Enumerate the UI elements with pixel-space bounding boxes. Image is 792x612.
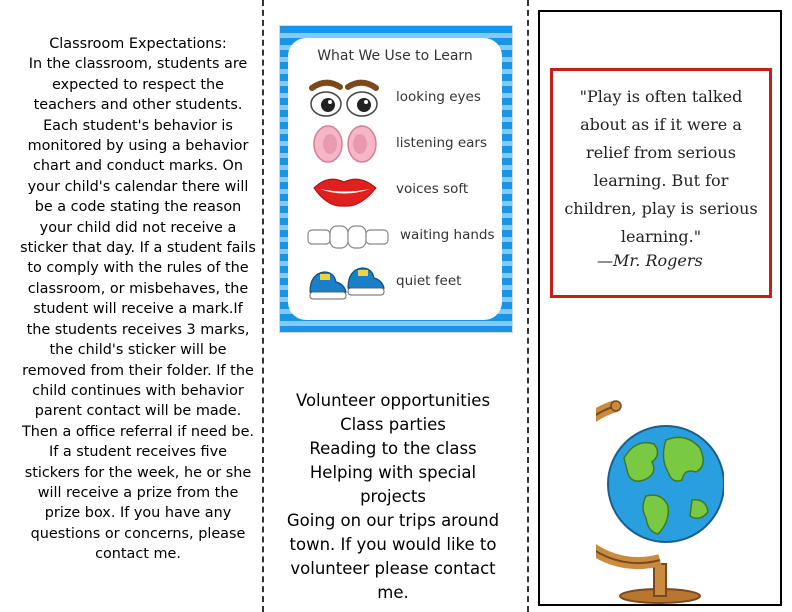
learning-poster — [280, 26, 512, 332]
volunteer-heading: Volunteer opportunities — [295, 391, 491, 410]
eyes-icon — [306, 78, 386, 118]
volunteer-item: Reading to the class — [309, 439, 477, 458]
globe-icon — [596, 388, 724, 604]
volunteer-contact: Going on our trips around town. If you would like to volunteer please contact me. — [286, 511, 500, 602]
poster-row-eyes — [288, 78, 502, 118]
classroom-expectations — [20, 34, 256, 565]
quote-box — [550, 68, 772, 298]
poster-row-hands — [288, 216, 502, 256]
right-panel — [538, 10, 782, 606]
poster-item-label: looking eyes — [396, 89, 481, 105]
poster-item-label: waiting hands — [400, 227, 495, 243]
poster-title: What We Use to Learn — [317, 48, 473, 64]
volunteer-item: Helping with special projects — [309, 463, 477, 506]
poster-row-lips — [288, 170, 502, 210]
poster-item-label: voices soft — [396, 181, 469, 197]
volunteer-section — [282, 389, 504, 605]
poster-item-label: quiet feet — [396, 273, 462, 289]
expectations-title: Classroom Expectations: — [49, 36, 227, 52]
quote-text: "Play is often talked about as if it were a relief from serious learning. But for children, play is serious learning." — [564, 87, 758, 246]
fold-line-right — [527, 0, 529, 612]
lips-icon — [306, 170, 386, 210]
quote-author: —Mr. Rogers — [597, 251, 703, 270]
poster-row-ears — [288, 124, 502, 164]
poster-card — [288, 38, 502, 320]
hands-icon — [306, 216, 392, 256]
poster-item-label: listening ears — [396, 135, 488, 151]
volunteer-item: Class parties — [340, 415, 446, 434]
poster-row-shoes — [288, 262, 502, 302]
ears-icon — [306, 124, 386, 164]
fold-line-left — [262, 0, 264, 612]
shoes-icon — [306, 262, 390, 306]
expectations-body: In the classroom, students are expected to respect the teachers and other students. Each student's behavior is monitored by using a behavior chart and conduct marks. On your child's calendar there will be a code stating the reason your child did not receive a sticker that day. If a student fails to comply with the rules of the classroom, or misbehaves, the student will receive a mark.If the students receives 3 marks, the child's sticker will be removed from their folder. If the child continues with behavior parent contact will be made. Then a office referral if need be. If a student receives five stickers for the week, he or she will receive a prize from the prize box. If you have any questions or concerns, please contact me. — [20, 56, 256, 563]
